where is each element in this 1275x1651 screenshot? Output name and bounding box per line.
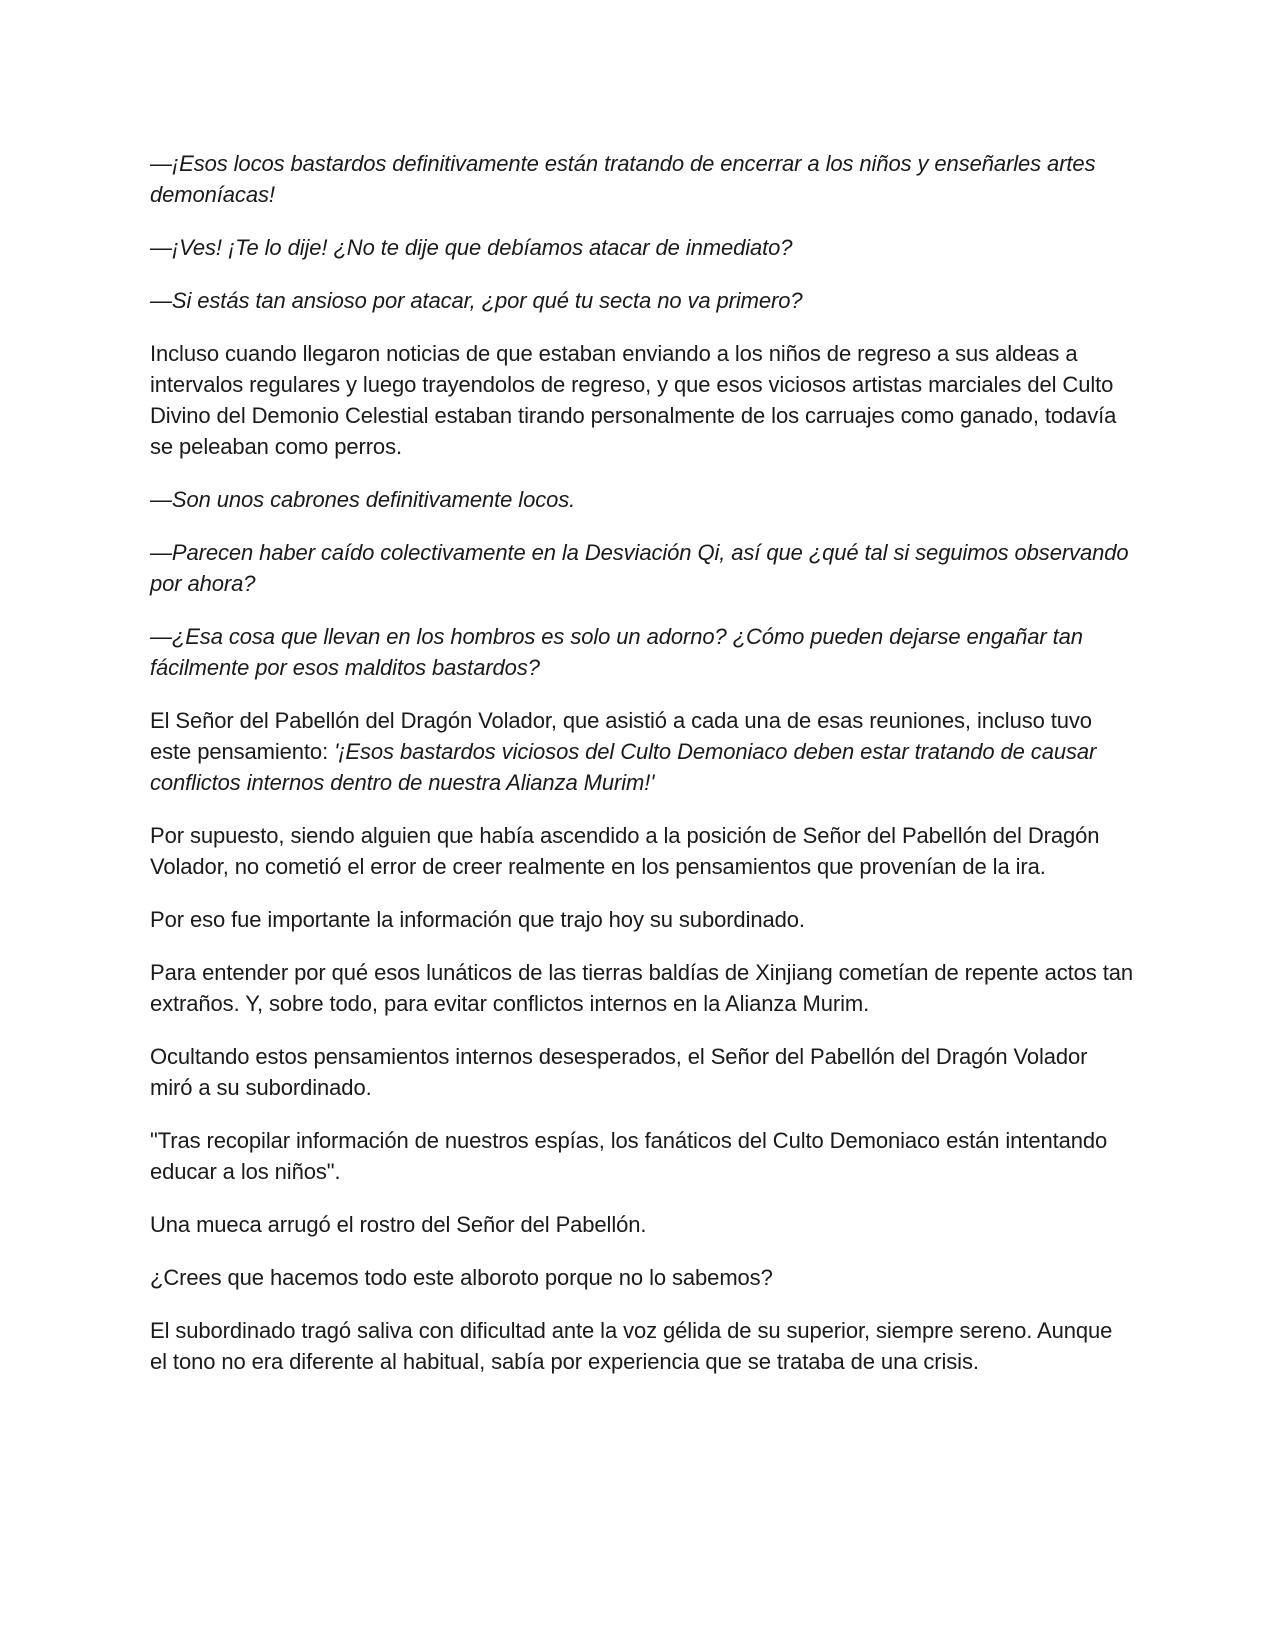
- dialogue-paragraph: —Parecen haber caído colectivamente en la Desviación Qi, así que ¿qué tal si seguimos observando por ahora?: [150, 540, 1129, 596]
- narration-paragraph: El subordinado tragó saliva con dificultad ante la voz gélida de su superior, siempre sereno. Aunque el tono no era diferente al habitual, sabía por experiencia que se trataba de una crisis.: [150, 1318, 1113, 1374]
- narration-paragraph: Ocultando estos pensamientos internos desesperados, el Señor del Pabellón del Dragón Volador miró a su subordinado.: [150, 1044, 1088, 1100]
- dialogue-paragraph: —¡Esos locos bastardos definitivamente están tratando de encerrar a los niños y enseñarles artes demoníacas!: [150, 151, 1096, 207]
- narration-paragraph: ¿Crees que hacemos todo este alboroto porque no lo sabemos?: [150, 1265, 773, 1290]
- thought-text: '¡Esos bastardos viciosos del Culto Demoniaco deben estar tratando de causar conflictos internos dentro de nuestra Alianza Murim!': [150, 739, 1097, 795]
- narration-paragraph: Para entender por qué esos lunáticos de las tierras baldías de Xinjiang cometían de repente actos tan extraños. Y, sobre todo, para evitar conflictos internos en la Alianza Murim.: [150, 960, 1133, 1016]
- dialogue-paragraph: —Son unos cabrones definitivamente locos.: [150, 487, 576, 512]
- document-page: [150, 148, 1135, 1399]
- narration-text: El Señor del Pabellón del Dragón Volador, que asistió a cada una de esas reuniones, incluso tuvo este pensamiento:: [150, 708, 1092, 764]
- narration-paragraph: Una mueca arrugó el rostro del Señor del Pabellón.: [150, 1212, 647, 1237]
- dialogue-paragraph: —Si estás tan ansioso por atacar, ¿por qué tu secta no va primero?: [150, 288, 803, 313]
- quoted-speech-paragraph: "Tras recopilar información de nuestros espías, los fanáticos del Culto Demoniaco están intentando educar a los niños".: [150, 1128, 1108, 1184]
- narration-paragraph: Por eso fue importante la información que trajo hoy su subordinado.: [150, 907, 805, 932]
- narration-paragraph: Incluso cuando llegaron noticias de que estaban enviando a los niños de regreso a sus aldeas a intervalos regulares y luego trayendolos de regreso, y que esos viciosos artistas marciales del Culto Divino del Demonio Celestial estaban tirando personalmente de los carruajes como ganado, todavía se peleaban como perros.: [150, 341, 1117, 459]
- dialogue-paragraph: —¡Ves! ¡Te lo dije! ¿No te dije que debíamos atacar de inmediato?: [150, 235, 793, 260]
- dialogue-paragraph: —¿Esa cosa que llevan en los hombros es solo un adorno? ¿Cómo pueden dejarse engañar tan fácilmente por esos malditos bastardos?: [150, 624, 1083, 680]
- narration-paragraph: Por supuesto, siendo alguien que había ascendido a la posición de Señor del Pabellón del Dragón Volador, no cometió el error de creer realmente en los pensamientos que provenían de la ira.: [150, 823, 1100, 879]
- narration-paragraph-with-thought: [150, 705, 1135, 798]
